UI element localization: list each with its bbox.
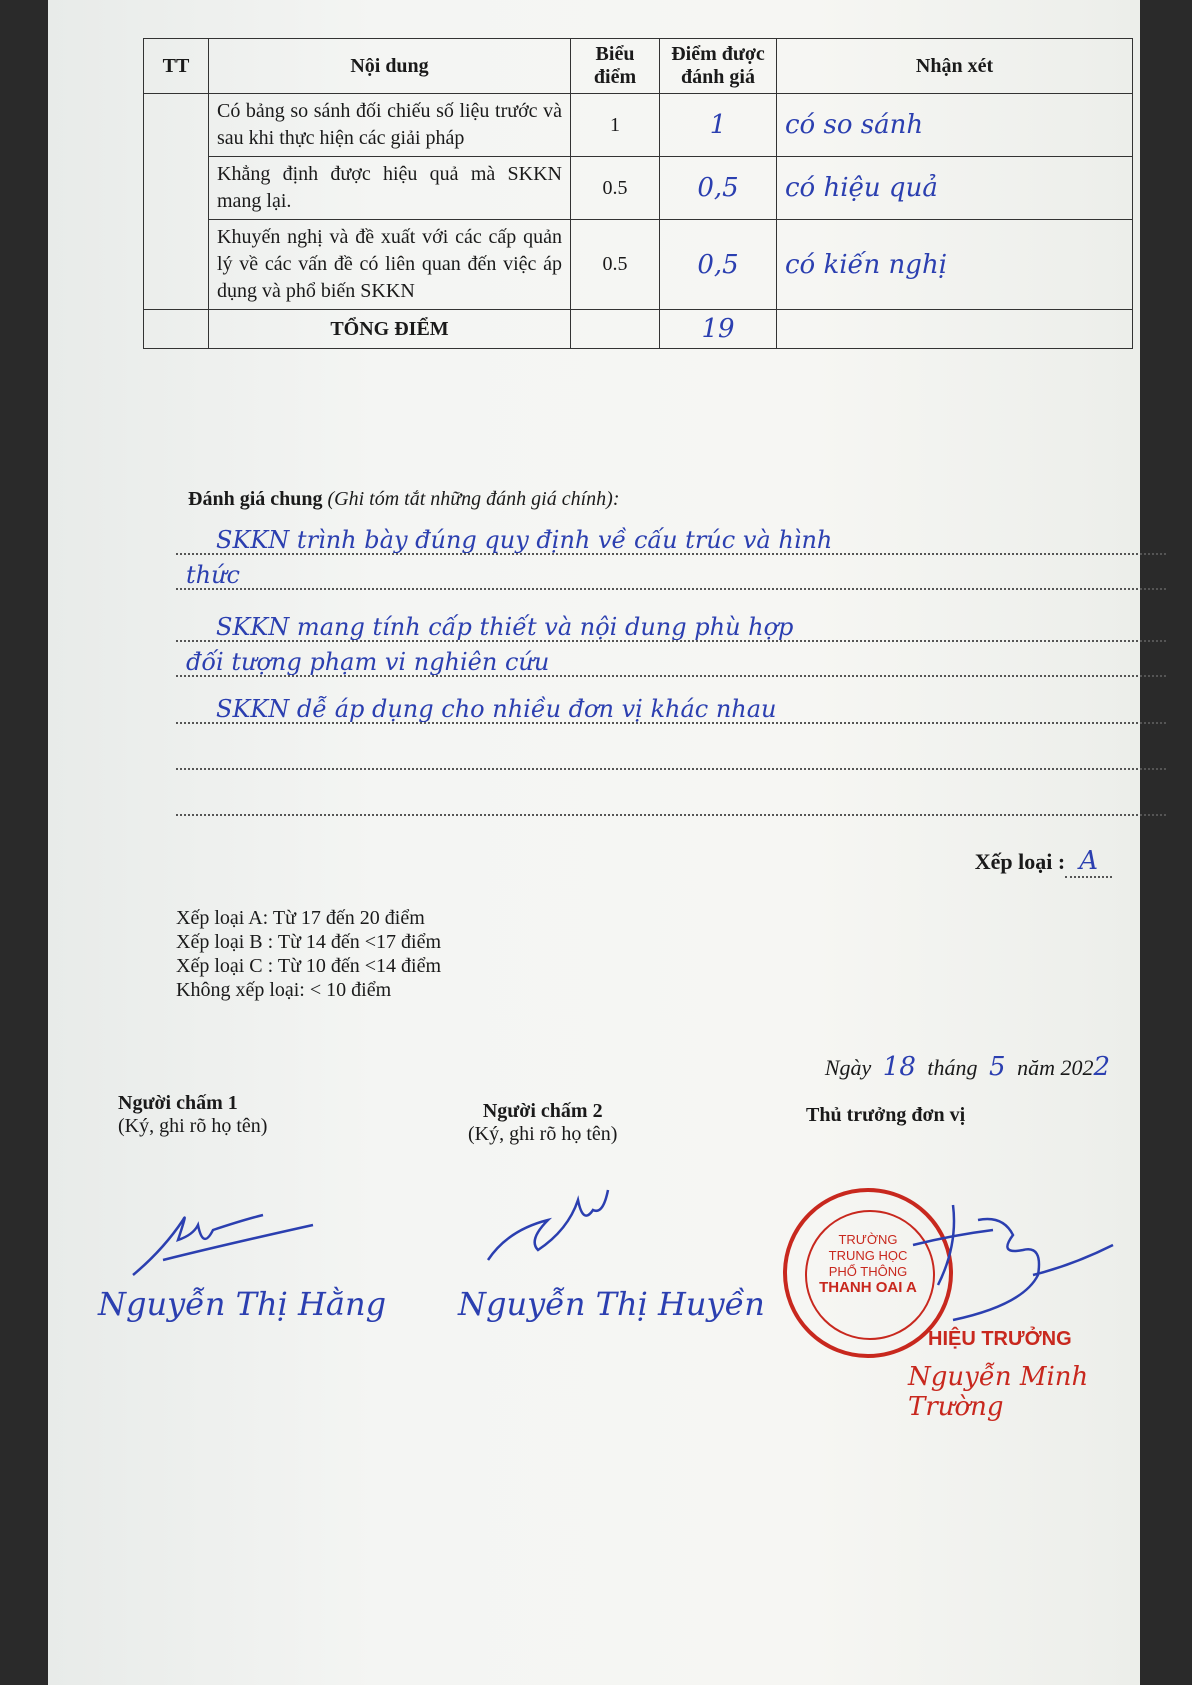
head-position: HIỆU TRƯỞNG	[928, 1328, 1072, 1350]
grader1-note: (Ký, ghi rõ họ tên)	[118, 1115, 268, 1137]
comment-line: thức	[176, 560, 1166, 590]
row-max-score: 0.5	[571, 220, 660, 310]
head-name: Nguyễn Minh Trường	[908, 1362, 1089, 1422]
total-label: TỔNG ĐIỂM	[209, 310, 571, 349]
legend-item: Xếp loại A: Từ 17 đến 20 điểm	[176, 907, 425, 929]
legend-item: Xếp loại C : Từ 10 đến <14 điểm	[176, 955, 442, 977]
grader1-name: Nguyễn Thị Hằng	[98, 1285, 387, 1323]
row-remark: có so sánh	[777, 94, 1133, 157]
row-content: Khẳng định được hiệu quả mà SKKN mang lại.	[209, 157, 571, 220]
row-content: Khuyến nghị và đề xuất với các cấp quản lý về các vấn đề có liên quan đến việc áp dụng và phổ biến SKKN	[209, 220, 571, 310]
grader2-title: Người chấm 2	[482, 1100, 603, 1122]
rank-legend	[176, 906, 441, 1002]
row-max-score: 0.5	[571, 157, 660, 220]
total-tt-cell	[144, 310, 209, 349]
row-given-score: 1	[660, 94, 777, 157]
header-remark: Nhận xét	[777, 39, 1133, 94]
total-value: 19	[660, 310, 777, 349]
evaluation-table	[143, 38, 1133, 349]
grader2-signature	[468, 1170, 668, 1280]
row-remark: có hiệu quả	[777, 157, 1133, 220]
total-remark-cell	[777, 310, 1133, 349]
grader1-signature	[103, 1180, 323, 1290]
row-given-score: 0,5	[660, 157, 777, 220]
rank-label: Xếp loại :	[974, 849, 1066, 874]
legend-item: Không xếp loại: < 10 điểm	[176, 979, 392, 1001]
general-assessment-label	[188, 488, 620, 511]
row-content: Có bảng so sánh đối chiếu số liệu trước và sau khi thực hiện các giải pháp	[209, 94, 571, 157]
day-label: Ngày	[824, 1055, 872, 1080]
grader2-block	[468, 1100, 617, 1146]
document-page	[48, 0, 1140, 1685]
comment-line: đối tượng phạm vi nghiên cứu	[176, 647, 1166, 677]
row-remark: có kiến nghị	[777, 220, 1133, 310]
comment-line: SKKN dễ áp dụng cho nhiều đơn vị khác nhau	[176, 694, 1166, 724]
head-title: Thủ trưởng đơn vị	[806, 1104, 966, 1126]
row-given-score: 0,5	[660, 220, 777, 310]
grader2-name: Nguyễn Thị Huyền	[458, 1285, 765, 1323]
year-digit: 2	[1093, 1052, 1110, 1082]
date-line	[825, 1052, 1110, 1082]
seal-line1: TRƯỜNG	[838, 1232, 898, 1247]
tt-cell	[144, 94, 209, 310]
comment-line: SKKN trình bày đúng quy định về cấu trúc và hình	[176, 525, 1166, 555]
month-value: 5	[989, 1052, 1006, 1082]
legend-item: Xếp loại B : Từ 14 đến <17 điểm	[176, 931, 442, 953]
total-max-cell	[571, 310, 660, 349]
head-block	[806, 1104, 965, 1127]
head-signature	[893, 1175, 1123, 1345]
table-row	[144, 220, 1133, 310]
seal-line4: THANH OAI A	[819, 1279, 917, 1296]
month-label: tháng	[927, 1055, 978, 1080]
grader1-block	[118, 1092, 267, 1138]
grader1-title: Người chấm 1	[118, 1092, 238, 1114]
header-max-score: Biểu điểm	[571, 39, 660, 94]
header-content: Nội dung	[209, 39, 571, 94]
seal-line2: TRUNG HỌC	[828, 1248, 908, 1263]
table-row	[144, 157, 1133, 220]
seal-line3: PHỔ THÔNG	[828, 1264, 908, 1279]
comment-line-empty	[176, 786, 1166, 816]
row-max-score: 1	[571, 94, 660, 157]
table-header-row	[144, 39, 1133, 94]
comment-line: SKKN mang tính cấp thiết và nội dung phù hợp	[176, 612, 1166, 642]
comment-line-empty	[176, 740, 1166, 770]
table-row	[144, 94, 1133, 157]
general-label: Đánh giá chung	[188, 488, 323, 510]
rank-value: A	[1065, 846, 1112, 878]
year-label: năm 202	[1017, 1055, 1094, 1080]
rank	[975, 846, 1112, 876]
total-row	[144, 310, 1133, 349]
grader2-note: (Ký, ghi rõ họ tên)	[468, 1123, 618, 1145]
day-value: 18	[882, 1052, 916, 1082]
general-hint: (Ghi tóm tắt những đánh giá chính):	[327, 488, 620, 510]
header-given-score: Điểm được đánh giá	[660, 39, 777, 94]
header-tt: TT	[144, 39, 209, 94]
